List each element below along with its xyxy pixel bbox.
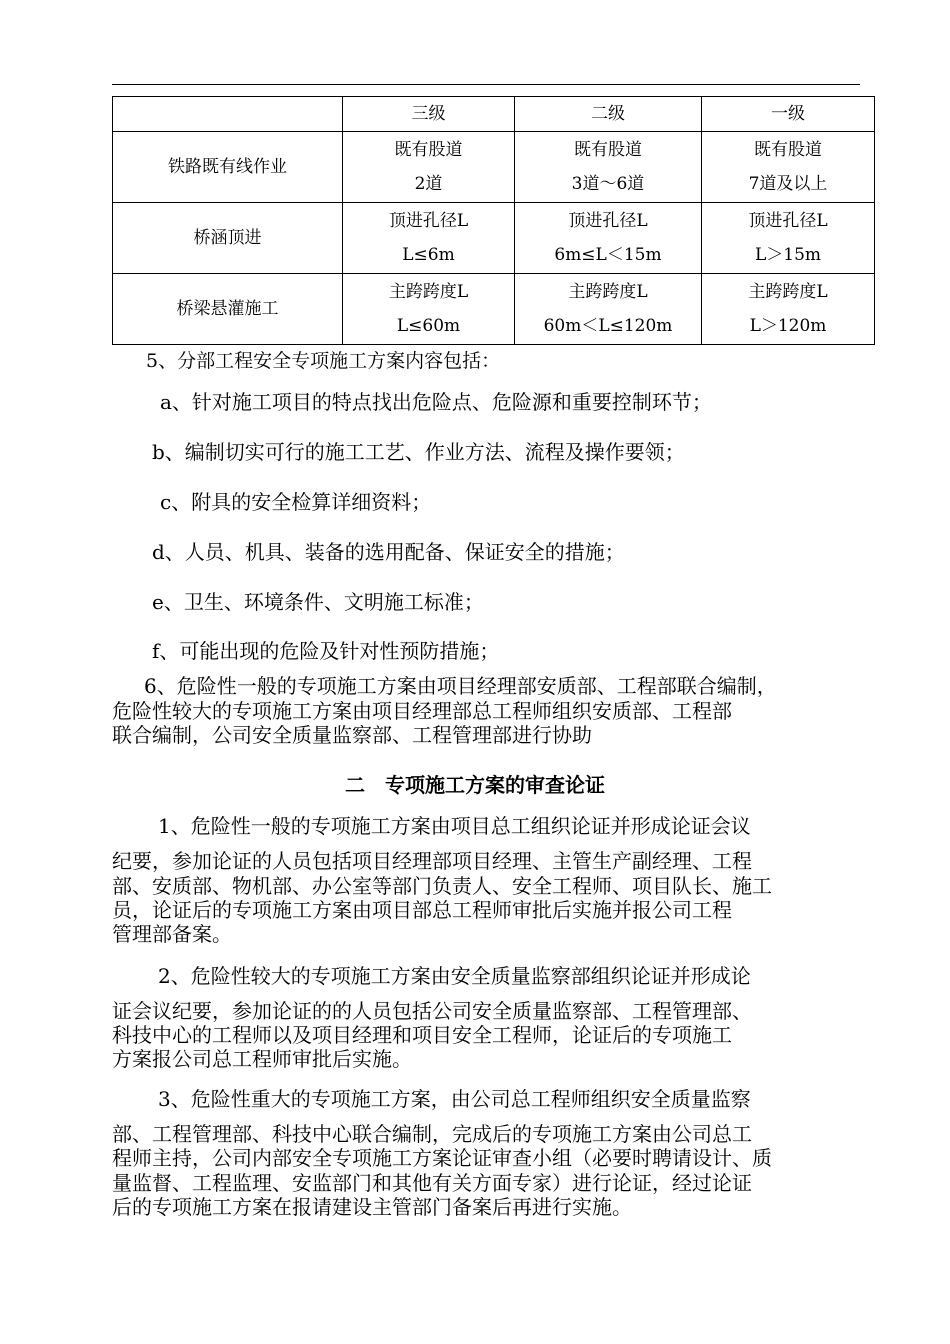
table-header-grade2: 二级: [515, 97, 702, 132]
section6-line-1: 6、危险性一般的专项施工方案由项目经理部安质部、工程部联合编制，: [144, 674, 777, 698]
table-cell: 顶进孔径L 6m≤L＜15m: [515, 203, 702, 274]
row-label: 铁路既有线作业: [113, 132, 343, 203]
table-row: [113, 274, 875, 345]
row-label: 桥梁悬灌施工: [113, 274, 343, 345]
section6-line-2: 危险性较大的专项施工方案由项目经理部总工程师组织安质部、工程部: [112, 699, 732, 723]
para1-line: 员，论证后的专项施工方案由项目部总工程师审批后实施并报公司工程: [112, 898, 732, 922]
table-cell: 顶进孔径L L＞15m: [702, 203, 875, 274]
para1-line: 管理部备案。: [112, 922, 232, 946]
para3-first-line: 3、危险性重大的专项施工方案，由公司总工程师组织安全质量监察: [158, 1087, 751, 1111]
table-cell: 主跨跨度L L≤60m: [343, 274, 515, 345]
para1-line: 纪要，参加论证的人员包括项目经理部项目经理、主管生产副经理、工程: [112, 849, 752, 873]
row-label: 桥涵顶进: [113, 203, 343, 274]
table-cell: 既有股道 2道: [343, 132, 515, 203]
section-heading: 二 专项施工方案的审查论证: [345, 773, 605, 797]
para3-line: 部、工程管理部、科技中心联合编制，完成后的专项施工方案由公司总工: [112, 1122, 752, 1146]
table-row: [113, 132, 875, 203]
section5-item-c: c、附具的安全检算详细资料；: [160, 490, 432, 514]
risk-grade-table: [112, 96, 875, 345]
section5-item-b: b、编制切实可行的施工工艺、作业方法、流程及操作要领；: [152, 440, 685, 464]
para3-line: 后的专项施工方案在报请建设主管部门备案后再进行实施。: [112, 1195, 632, 1219]
para1-first-line: 1、危险性一般的专项施工方案由项目总工组织论证并形成论证会议: [158, 814, 751, 838]
table-row: [113, 203, 875, 274]
table-cell: 主跨跨度L 60m＜L≤120m: [515, 274, 702, 345]
para2-first-line: 2、危险性较大的专项施工方案由安全质量监察部组织论证并形成论: [158, 964, 751, 988]
section5-item-f: f、可能出现的危险及针对性预防措施；: [152, 639, 500, 663]
para3-line: 程师主持，公司内部安全专项施工方案论证审查小组（必要时聘请设计、质: [112, 1146, 772, 1170]
para2-line: 方案报公司总工程师审批后实施。: [112, 1047, 412, 1071]
table-header-grade1: 一级: [702, 97, 875, 132]
table-cell: 顶进孔径L L≤6m: [343, 203, 515, 274]
section5-intro: 5、分部工程安全专项施工方案内容包括：: [146, 350, 501, 372]
section5-item-d: d、人员、机具、装备的选用配备、保证安全的措施；: [152, 540, 625, 564]
table-header-row: [113, 97, 875, 132]
section5-item-e: e、卫生、环境条件、文明施工标准；: [152, 590, 484, 614]
table-cell: 主跨跨度L L＞120m: [702, 274, 875, 345]
table-cell: 既有股道 7道及以上: [702, 132, 875, 203]
section5-item-a: a、针对施工项目的特点找出危险点、危险源和重要控制环节；: [160, 390, 712, 414]
section6-line-3: 联合编制，公司安全质量监察部、工程管理部进行协助: [112, 723, 592, 747]
header-rule: [112, 84, 860, 85]
para3-line: 量监督、工程监理、安监部门和其他有关方面专家）进行论证，经过论证: [112, 1171, 752, 1195]
table-header-grade3: 三级: [343, 97, 515, 132]
para2-line: 科技中心的工程师以及项目经理和项目安全工程师，论证后的专项施工: [112, 1023, 732, 1047]
table-header-blank: [113, 97, 343, 132]
para1-line: 部、安质部、物机部、办公室等部门负责人、安全工程师、项目队长、施工: [112, 874, 772, 898]
para2-line: 证会议纪要，参加论证的的人员包括公司安全质量监察部、工程管理部、: [112, 999, 752, 1023]
table-cell: 既有股道 3道～6道: [515, 132, 702, 203]
